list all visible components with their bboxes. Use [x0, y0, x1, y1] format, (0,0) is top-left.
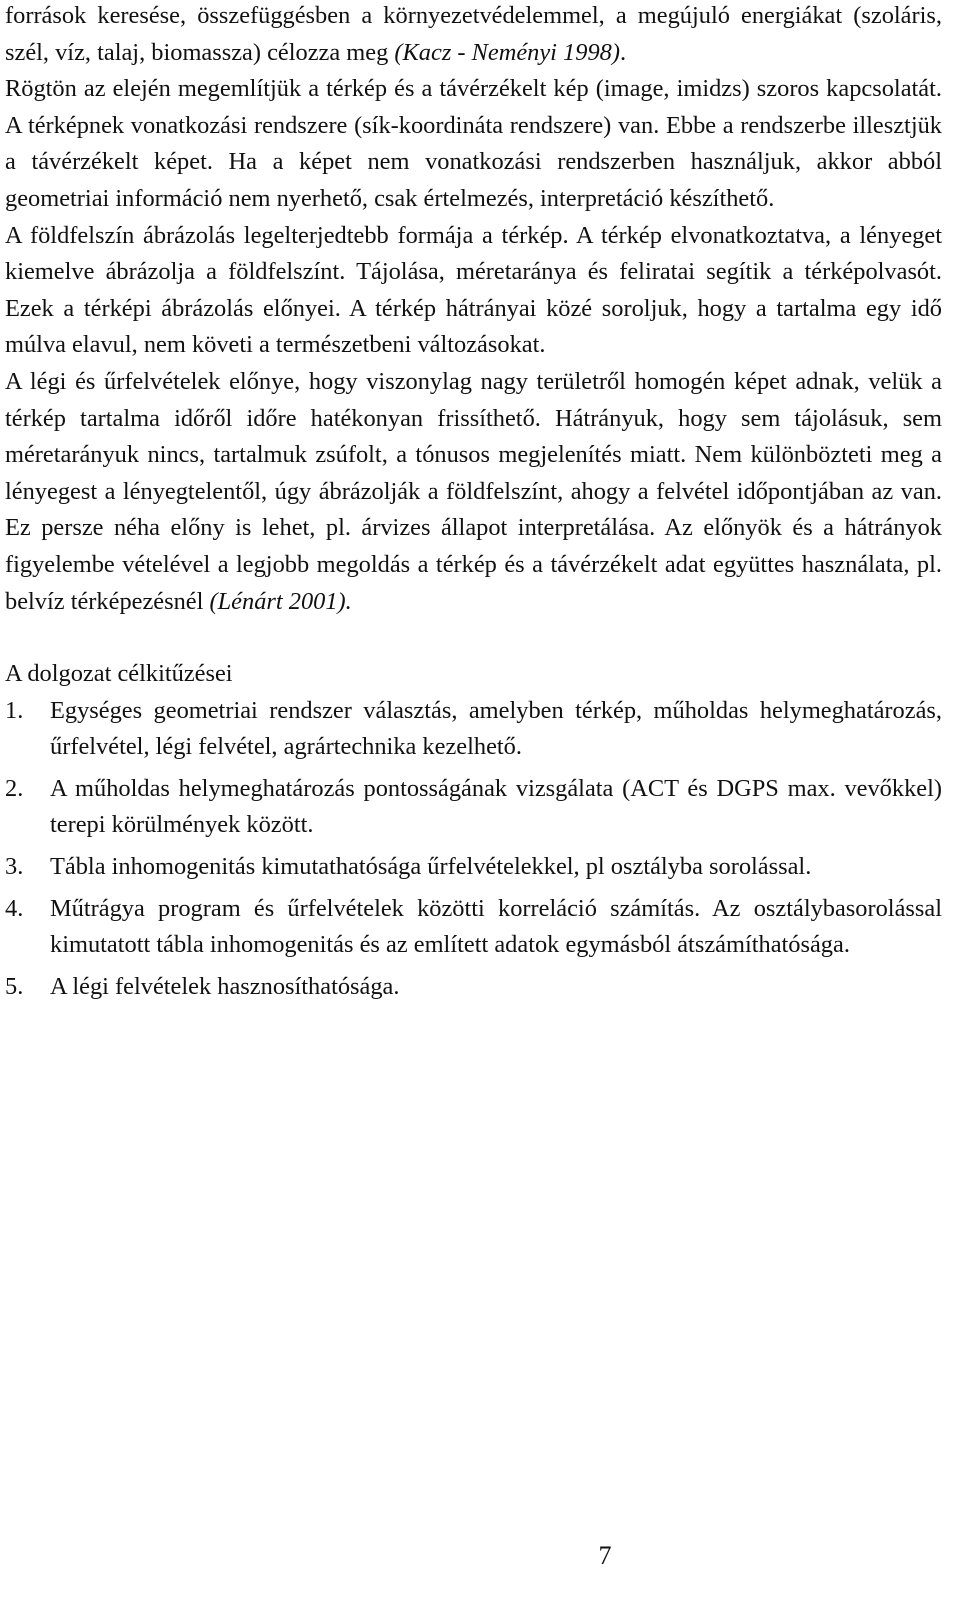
paragraph-intro	[5, 0, 942, 71]
goals-title: A dolgozat célkitűzései	[5, 660, 233, 688]
page-number: 7	[598, 1541, 612, 1570]
list-item-text: Műtrágya program és űrfelvételek közötti korreláció számítás. Az osztálybasorolással kimutatott tábla inhomogenitás és az említett adatok egymásból átszámíthatósága.	[50, 894, 942, 959]
citation-lenart: (Lénárt 2001).	[209, 587, 352, 615]
list-item	[5, 849, 942, 886]
list-item-number: 3.	[5, 853, 24, 881]
list-item-text: Tábla inhomogenitás kimutathatósága űrfelvételekkel, pl osztályba sorolással.	[50, 853, 812, 881]
list-item-text: A műholdas helymeghatározás pontosságának vizsgálata (ACT és DGPS max. vevőkkel) terepi körülmények között.	[50, 774, 942, 839]
goals-list	[5, 693, 942, 1006]
paragraph-map-advantages: A földfelszín ábrázolás legelterjedtebb formája a térkép. A térkép elvonatkoztatva, a lényeget kiemelve ábrázolja a földfelszínt. Tájolása, méretaránya és feliratai segítik a térképolvasót. Ezek a térképi ábrázolás előnyei. A térkép hátrányai közé soroljuk, hogy a tartalma egy idő múlva elavul, nem követi a természetbeni változásokat.	[5, 221, 942, 359]
paragraph-intro-end: .	[619, 38, 627, 66]
list-item-text: Egységes geometriai rendszer választás, amelyben térkép, műholdas helymeghatározás, űrfelvétel, légi felvétel, agrártechnika kezelhető.	[50, 696, 942, 761]
list-item	[5, 771, 942, 844]
list-item-number: 4.	[5, 894, 24, 922]
paragraph-map-image: Rögtön az elején megemlítjük a térkép és a távérzékelt kép (image, imidzs) szoros kapcsolatát. A térképnek vonatkozási rendszere (sík-koordináta rendszere) van. Ebbe a rendszerbe illesztjük a távérzékelt képet. Ha a képet nem vonatkozási rendszerben használjuk, akkor abból geometriai információ nem nyerhető, csak értelmezés, interpretáció készíthető.	[5, 75, 942, 212]
list-item-number: 1.	[5, 696, 24, 724]
list-item-text: A légi felvételek hasznosíthatósága.	[50, 972, 400, 1000]
list-item	[5, 693, 942, 766]
list-item	[5, 891, 942, 964]
list-item-number: 2.	[5, 774, 24, 802]
paragraph-aerial-images-text: A légi és űrfelvételek előnye, hogy viszonylag nagy területről homogén képet adnak, velük a térkép tartalma időről időre hatékonyan frissíthető. Hátrányuk, hogy sem tájolásuk, sem méretarányuk nincs, tartalmuk zsúfolt, a tónusos megjelenítés miatt. Nem különbözteti meg a lényegest a lényegtelentől, úgy ábrázolják a földfelszínt, ahogy a felvétel időpontjában az van. Ez persze néha előny is lehet, pl. árvizes állapot interpretálása. Az előnyök és a hátrányok figyelembe vételével a legjobb megoldás a térkép és a távérzékelt adat együttes használata, pl. belvíz térképezésnél	[5, 367, 942, 615]
citation-kacz-nemenyi: (Kacz - Neményi 1998)	[394, 38, 620, 66]
paragraph-aerial-images	[5, 364, 942, 620]
list-item	[5, 969, 942, 1006]
document-page	[5, 0, 942, 1010]
list-item-number: 5.	[5, 972, 24, 1000]
paragraph-intro-text: források keresése, összefüggésben a környezetvédelemmel, a megújuló energiákat (szoláris, szél, víz, talaj, biomassza) célozza meg	[5, 2, 942, 66]
